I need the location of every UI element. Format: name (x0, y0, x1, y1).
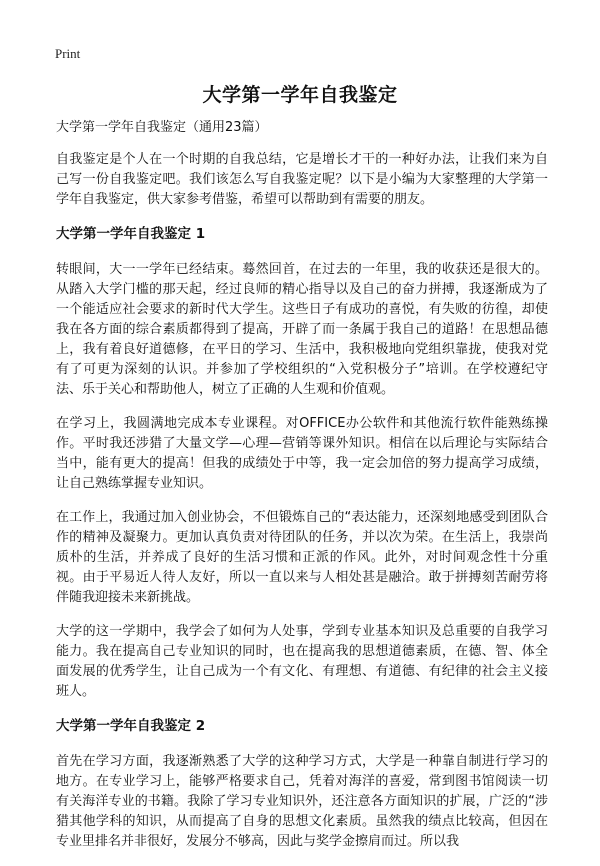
section-2-paragraph-1: 首先在学习方面，我逐渐熟悉了大学的这种学习方式，大学是一种靠自制进行学习的地方。在专业学习上，能够严格要求自己，凭着对海洋的喜爱，常到图书馆阅读一切有关海洋专业的书籍。我除了学习专业知识外，还注意各方面知识的扩展，广泛的“涉猎其他学科的知识，从而提高了自身的思想文化素质。虽然我的绩点比较高，但因在专业里排名并非很好，发展分不够高，因此与奖学金擦肩而过。所以我 (56, 754, 548, 849)
document-subtitle: 大学第一学年自我鉴定（通用23篇） (56, 120, 268, 135)
section-1-paragraph-4: 大学的这一学期中，我学会了如何为人处事，学到专业基本知识及总重要的自我学习能力。我在提高自己专业知识的同时，也在提高我的思想道德素质，在德、智、体全面发展的优秀学生，让自己成为一个有文化、有理想、有道德、有纪律的社会主义接班人。 (56, 624, 548, 699)
section-1-paragraph-3: 在工作上，我通过加入创业协会，不但锻炼自己的“表达能力，还深刻地感受到团队合作的精神及凝聚力。更加认真负责对待团队的任务，并以次为荣。在生活上，我崇尚质朴的生活，并养成了良好的生活习惯和正派的作风。此外，对时间观念性十分重视。由于平易近人待人友好，所以一直以来与人相处甚是融洽。敢于拼搏刻苦耐劳将伴随我迎接未来新挑战。 (56, 510, 548, 605)
print-link[interactable]: Print (55, 46, 81, 61)
document-title: 大学第一学年自我鉴定 (202, 84, 398, 106)
document-body (56, 118, 548, 866)
section-heading-2: 大学第一学年自我鉴定 2 (56, 718, 206, 734)
section-1-paragraph-2: 在学习上，我圆满地完成本专业课程。对OFFICE办公软件和其他流行软件能熟练操作。平时我还涉猎了大量文学—心理—营销等课外知识。相信在以后理论与实际结合当中，能有更大的提高！但我的成绩处于中等，我一定会加倍的努力提高学习成绩，让自己熟练掌握专业知识。 (56, 416, 548, 491)
intro-paragraph: 自我鉴定是个人在一个时期的自我总结，它是增长才干的一种好办法，让我们来为自己写一份自我鉴定吧。我们该怎么写自我鉴定呢？以下是小编为大家整理的大学第一学年自我鉴定，供大家参考借鉴，希望可以帮助到有需要的朋友。 (56, 152, 548, 207)
section-1-paragraph-1: 转眼间，大一一学年已经结束。蓦然回首，在过去的一年里，我的收获还是很大的。从踏入大学门槛的那天起，经过良师的精心指导以及自己的奋力拼搏，我逐渐成为了一个能适应社会要求的新时代大学生。这些日子有成功的喜悦，有失败的彷徨，却使我在各方面的综合素质都得到了提高，开辟了而一条属于我自己的道路！在思想品德上，我有着良好道德修，在平日的学习、生活中，我积极地向党组织靠拢，使我对党有了可更为深刻的认识。并参加了学校组织的“入党积极分子”培训。在学校遵纪守法、乐于关心和帮助他人，树立了正确的人生观和价值观。 (56, 262, 548, 397)
section-heading-1: 大学第一学年自我鉴定 1 (56, 226, 206, 242)
